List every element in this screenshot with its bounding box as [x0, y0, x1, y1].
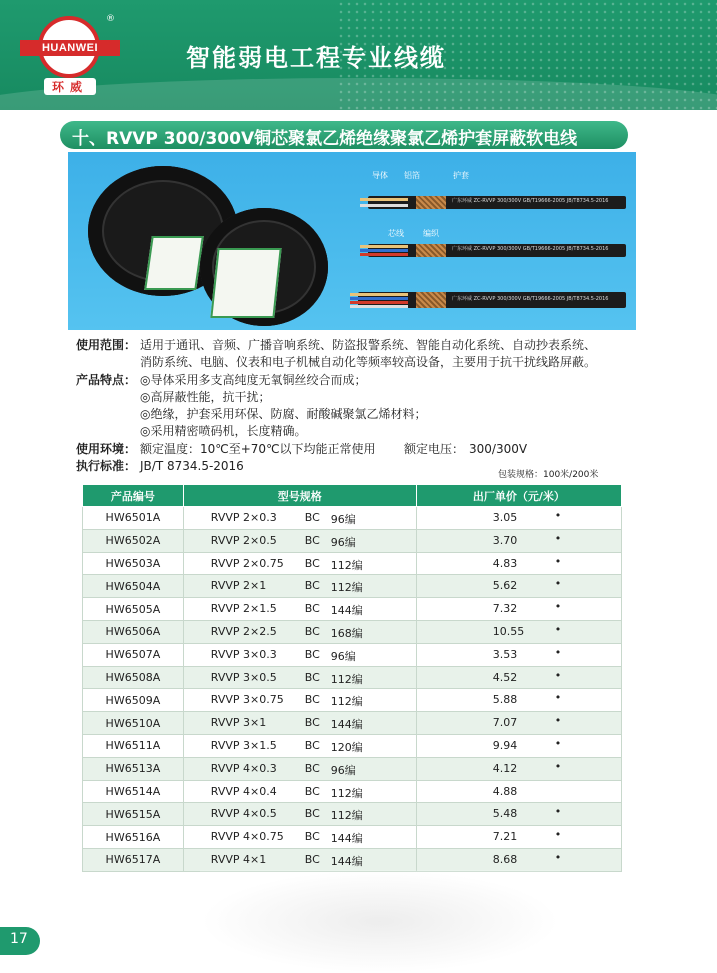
product-code: HW6501A	[83, 507, 184, 530]
usage-text-1: 适用于通讯、音频、广播音响系统、防盗报警系统、智能自动化系统、自动抄表系统、	[140, 338, 597, 352]
model-spec: RVVP 2×0.75	[210, 556, 284, 570]
usage-row-2	[76, 354, 676, 371]
footer-decoration	[200, 870, 560, 973]
core-wire	[350, 305, 408, 308]
table-header-row	[83, 485, 622, 507]
price-mark: •	[554, 577, 562, 591]
core-wire	[350, 297, 408, 300]
unit-price: 10.55	[492, 624, 525, 638]
model-spec: RVVP 2×0.3	[210, 511, 277, 524]
price-cell	[416, 529, 621, 552]
price-mark: •	[554, 645, 562, 659]
braid-shield	[416, 292, 446, 308]
price-mark: •	[554, 759, 562, 773]
model-spec: RVVP 2×0.5	[210, 533, 277, 547]
core-wire	[360, 253, 408, 256]
unit-price: 7.32	[492, 602, 518, 616]
core-wire	[360, 198, 408, 201]
shield-type: BC	[304, 830, 320, 844]
price-mark: •	[554, 828, 562, 842]
price-cell	[416, 620, 621, 643]
table-row	[83, 803, 622, 826]
features-row	[76, 423, 676, 440]
table-row	[83, 643, 622, 666]
unit-price: 5.48	[492, 807, 518, 821]
features-row	[76, 406, 676, 423]
model-spec-cell	[183, 848, 416, 871]
table-row	[83, 689, 622, 712]
shield-type: BC	[304, 807, 320, 821]
unit-price: 3.70	[492, 533, 518, 547]
feature-item: ◎绝缘，护套采用环保、防腐、耐酸碱聚氯乙烯材料；	[140, 407, 427, 422]
model-spec-cell	[183, 666, 416, 689]
model-spec-cell	[183, 643, 416, 666]
braid-shield	[416, 196, 446, 209]
model-spec-cell	[183, 712, 416, 735]
price-cell	[416, 848, 621, 871]
price-mark: •	[554, 805, 562, 819]
model-spec-cell	[183, 552, 416, 575]
environment-label: 使用环境：	[76, 441, 137, 456]
col-code-header: 产品编号	[83, 485, 184, 507]
model-spec-cell	[183, 734, 416, 757]
logo-brand-cn: 环威	[44, 78, 96, 95]
braid-count: 96编	[330, 649, 356, 663]
braid-count: 112编	[330, 672, 363, 686]
callout-conductor: 导体	[372, 171, 388, 180]
product-code: HW6506A	[83, 620, 184, 643]
braid-count: 96编	[330, 763, 356, 777]
price-cell	[416, 803, 621, 826]
product-code: HW6510A	[83, 712, 184, 735]
braid-count: 144编	[330, 832, 363, 846]
model-spec: RVVP 4×0.4	[210, 784, 277, 798]
environment-row	[76, 441, 676, 458]
page-header	[0, 0, 717, 110]
table-row	[83, 575, 622, 598]
unit-price: 5.88	[492, 693, 518, 707]
table-row	[83, 780, 622, 803]
usage-text-2: 消防系统、电脑、仪表和电子机械自动化等频率较高设备，主要用于抗干扰线路屏蔽。	[140, 355, 597, 370]
unit-price: 4.52	[492, 670, 518, 684]
shield-type: BC	[304, 647, 320, 661]
registered-mark: ®	[106, 14, 115, 24]
table-row	[83, 620, 622, 643]
model-spec-cell	[183, 757, 416, 780]
model-spec-cell	[183, 689, 416, 712]
product-code: HW6505A	[83, 598, 184, 621]
table-row	[83, 666, 622, 689]
price-cell	[416, 780, 621, 803]
callout-braid: 编织	[423, 229, 439, 238]
model-spec-cell	[183, 780, 416, 803]
price-mark: •	[554, 714, 562, 728]
product-code: HW6516A	[83, 826, 184, 849]
price-cell	[416, 575, 621, 598]
braid-count: 112编	[330, 809, 363, 823]
price-cell	[416, 712, 621, 735]
model-spec: RVVP 4×0.5	[210, 807, 277, 821]
price-mark: •	[554, 509, 562, 522]
price-cell	[416, 666, 621, 689]
section-title: 十、RVVP 300/300V铜芯聚氯乙烯绝缘聚氯乙烯护套屏蔽软电线	[72, 129, 578, 149]
table-row	[83, 826, 622, 849]
cable-sample-2core	[368, 196, 626, 209]
product-code: HW6507A	[83, 643, 184, 666]
feature-item: ◎导体采用多支高纯度无氧铜丝绞合而成；	[140, 372, 367, 387]
unit-price: 3.05	[492, 511, 518, 524]
rated-voltage: 300/300V	[469, 441, 528, 456]
core-wire	[350, 293, 408, 296]
model-spec: RVVP 2×1	[210, 579, 267, 593]
price-cell	[416, 826, 621, 849]
unit-price: 7.07	[492, 716, 518, 730]
price-mark: •	[554, 600, 562, 614]
cable-sample-3core	[368, 244, 626, 257]
core-wire	[360, 245, 408, 248]
shield-type: BC	[304, 533, 320, 547]
table-row	[83, 712, 622, 735]
product-code: HW6513A	[83, 757, 184, 780]
core-wire	[360, 204, 408, 207]
braid-count: 112编	[330, 558, 363, 572]
model-spec: RVVP 3×1.5	[210, 738, 277, 752]
cable-print: 广东环威 ZC-RVVP 300/300V GB/T19666-2005 JB/T8734.5-2016	[452, 198, 609, 204]
model-spec: RVVP 2×1.5	[210, 602, 277, 616]
braid-count: 144编	[330, 718, 363, 732]
feature-item: ◎高屏蔽性能，抗干扰；	[140, 389, 271, 404]
table-row	[83, 507, 622, 530]
shield-type: BC	[304, 738, 320, 752]
model-spec-cell	[183, 575, 416, 598]
price-cell	[416, 757, 621, 780]
logo-brand-en: HUANWEI	[20, 40, 120, 56]
braid-count: 144编	[330, 854, 363, 868]
model-spec-cell	[183, 803, 416, 826]
shield-type: BC	[304, 761, 320, 775]
braid-count: 112编	[330, 581, 363, 595]
product-code: HW6515A	[83, 803, 184, 826]
unit-price: 4.88	[492, 784, 518, 798]
model-spec: RVVP 2×2.5	[210, 624, 277, 638]
braid-count: 120编	[330, 740, 363, 754]
braid-count: 96编	[330, 513, 356, 526]
shield-type: BC	[304, 511, 320, 524]
col-model-header: 型号规格	[183, 485, 416, 507]
unit-price: 5.62	[492, 579, 518, 593]
shield-type: BC	[304, 693, 320, 707]
model-spec: RVVP 3×1	[210, 716, 267, 730]
model-spec: RVVP 3×0.3	[210, 647, 277, 661]
product-code: HW6509A	[83, 689, 184, 712]
braid-count: 112编	[330, 695, 363, 709]
product-code: HW6504A	[83, 575, 184, 598]
unit-price: 9.94	[492, 738, 518, 752]
cable-sample-4core	[358, 292, 626, 308]
model-spec: RVVP 4×1	[210, 852, 267, 866]
price-cell	[416, 598, 621, 621]
model-spec-cell	[183, 598, 416, 621]
shield-type: BC	[304, 602, 320, 616]
price-mark: •	[554, 668, 562, 682]
price-table	[82, 484, 622, 872]
col-price-header: 出厂单价（元/米）	[416, 485, 621, 507]
features-row	[76, 389, 676, 406]
cable-coil-front	[200, 208, 328, 326]
table-row	[83, 598, 622, 621]
page-title: 智能弱电工程专业线缆	[186, 44, 446, 72]
shield-type: BC	[304, 852, 320, 866]
unit-price: 4.12	[492, 761, 518, 775]
table-row	[83, 734, 622, 757]
price-cell	[416, 507, 621, 530]
table-row	[83, 848, 622, 871]
braid-count: 144编	[330, 604, 363, 618]
shield-type: BC	[304, 670, 320, 684]
product-code: HW6508A	[83, 666, 184, 689]
price-cell	[416, 689, 621, 712]
rated-temperature: 额定温度：10℃至+70℃以下均能正常使用	[140, 441, 376, 456]
model-spec: RVVP 3×0.5	[210, 670, 277, 684]
coil-label	[210, 248, 281, 318]
price-mark: •	[554, 531, 562, 545]
table-body	[83, 507, 622, 872]
callout-foil: 铝箔	[404, 171, 420, 180]
table-row	[83, 529, 622, 552]
unit-price: 8.68	[492, 852, 518, 866]
callout-core: 芯线	[388, 229, 404, 238]
huanwei-logo	[20, 12, 120, 98]
rated-voltage-label: 额定电压：	[404, 441, 465, 456]
product-code: HW6503A	[83, 552, 184, 575]
product-code: HW6502A	[83, 529, 184, 552]
model-spec: RVVP 3×0.75	[210, 693, 284, 707]
shield-type: BC	[304, 579, 320, 593]
model-spec: RVVP 4×0.3	[210, 761, 277, 775]
shield-type: BC	[304, 784, 320, 798]
callout-sheath: 护套	[453, 171, 469, 180]
braid-shield	[416, 244, 446, 257]
table-row	[83, 757, 622, 780]
feature-item: ◎采用精密喷码机，长度精确。	[140, 424, 307, 439]
price-mark: •	[554, 622, 562, 636]
braid-count: 168编	[330, 626, 363, 640]
cable-print: 广东环威 ZC-RVVP 300/300V GB/T19666-2005 JB/T8734.5-2016	[452, 246, 609, 252]
price-cell	[416, 643, 621, 666]
core-wire	[350, 301, 408, 304]
page-number: 17	[10, 931, 28, 947]
price-mark: •	[554, 691, 562, 705]
shield-type: BC	[304, 556, 320, 570]
model-spec-cell	[183, 620, 416, 643]
price-cell	[416, 552, 621, 575]
features-label: 产品特点：	[76, 372, 137, 387]
table-row	[83, 552, 622, 575]
model-spec-cell	[183, 507, 416, 530]
standard-label: 执行标准：	[76, 459, 137, 474]
price-cell	[416, 734, 621, 757]
standard-value: JB/T 8734.5-2016	[140, 459, 244, 474]
packing-spec: 包装规格：100米/200米	[498, 470, 599, 480]
price-mark: •	[554, 554, 562, 568]
product-code: HW6517A	[83, 848, 184, 871]
braid-count: 96编	[330, 535, 356, 549]
product-photo	[68, 152, 636, 330]
shield-type: BC	[304, 624, 320, 638]
core-wire	[360, 249, 408, 252]
cable-print: 广东环威 ZC-RVVP 300/300V GB/T19666-2005 JB/T8734.5-2016	[452, 296, 609, 302]
product-code: HW6511A	[83, 734, 184, 757]
unit-price: 4.83	[492, 556, 518, 570]
model-spec-cell	[183, 826, 416, 849]
unit-price: 7.21	[492, 830, 518, 844]
usage-row	[76, 337, 676, 354]
model-spec: RVVP 4×0.75	[210, 830, 284, 844]
coil-label	[144, 236, 204, 290]
features-row	[76, 372, 676, 389]
price-mark: •	[554, 850, 562, 864]
braid-count: 112编	[330, 786, 363, 800]
shield-type: BC	[304, 716, 320, 730]
product-code: HW6514A	[83, 780, 184, 803]
unit-price: 3.53	[492, 647, 518, 661]
model-spec-cell	[183, 529, 416, 552]
usage-label: 使用范围：	[76, 338, 137, 352]
product-info	[76, 337, 676, 475]
price-mark: •	[554, 736, 562, 750]
